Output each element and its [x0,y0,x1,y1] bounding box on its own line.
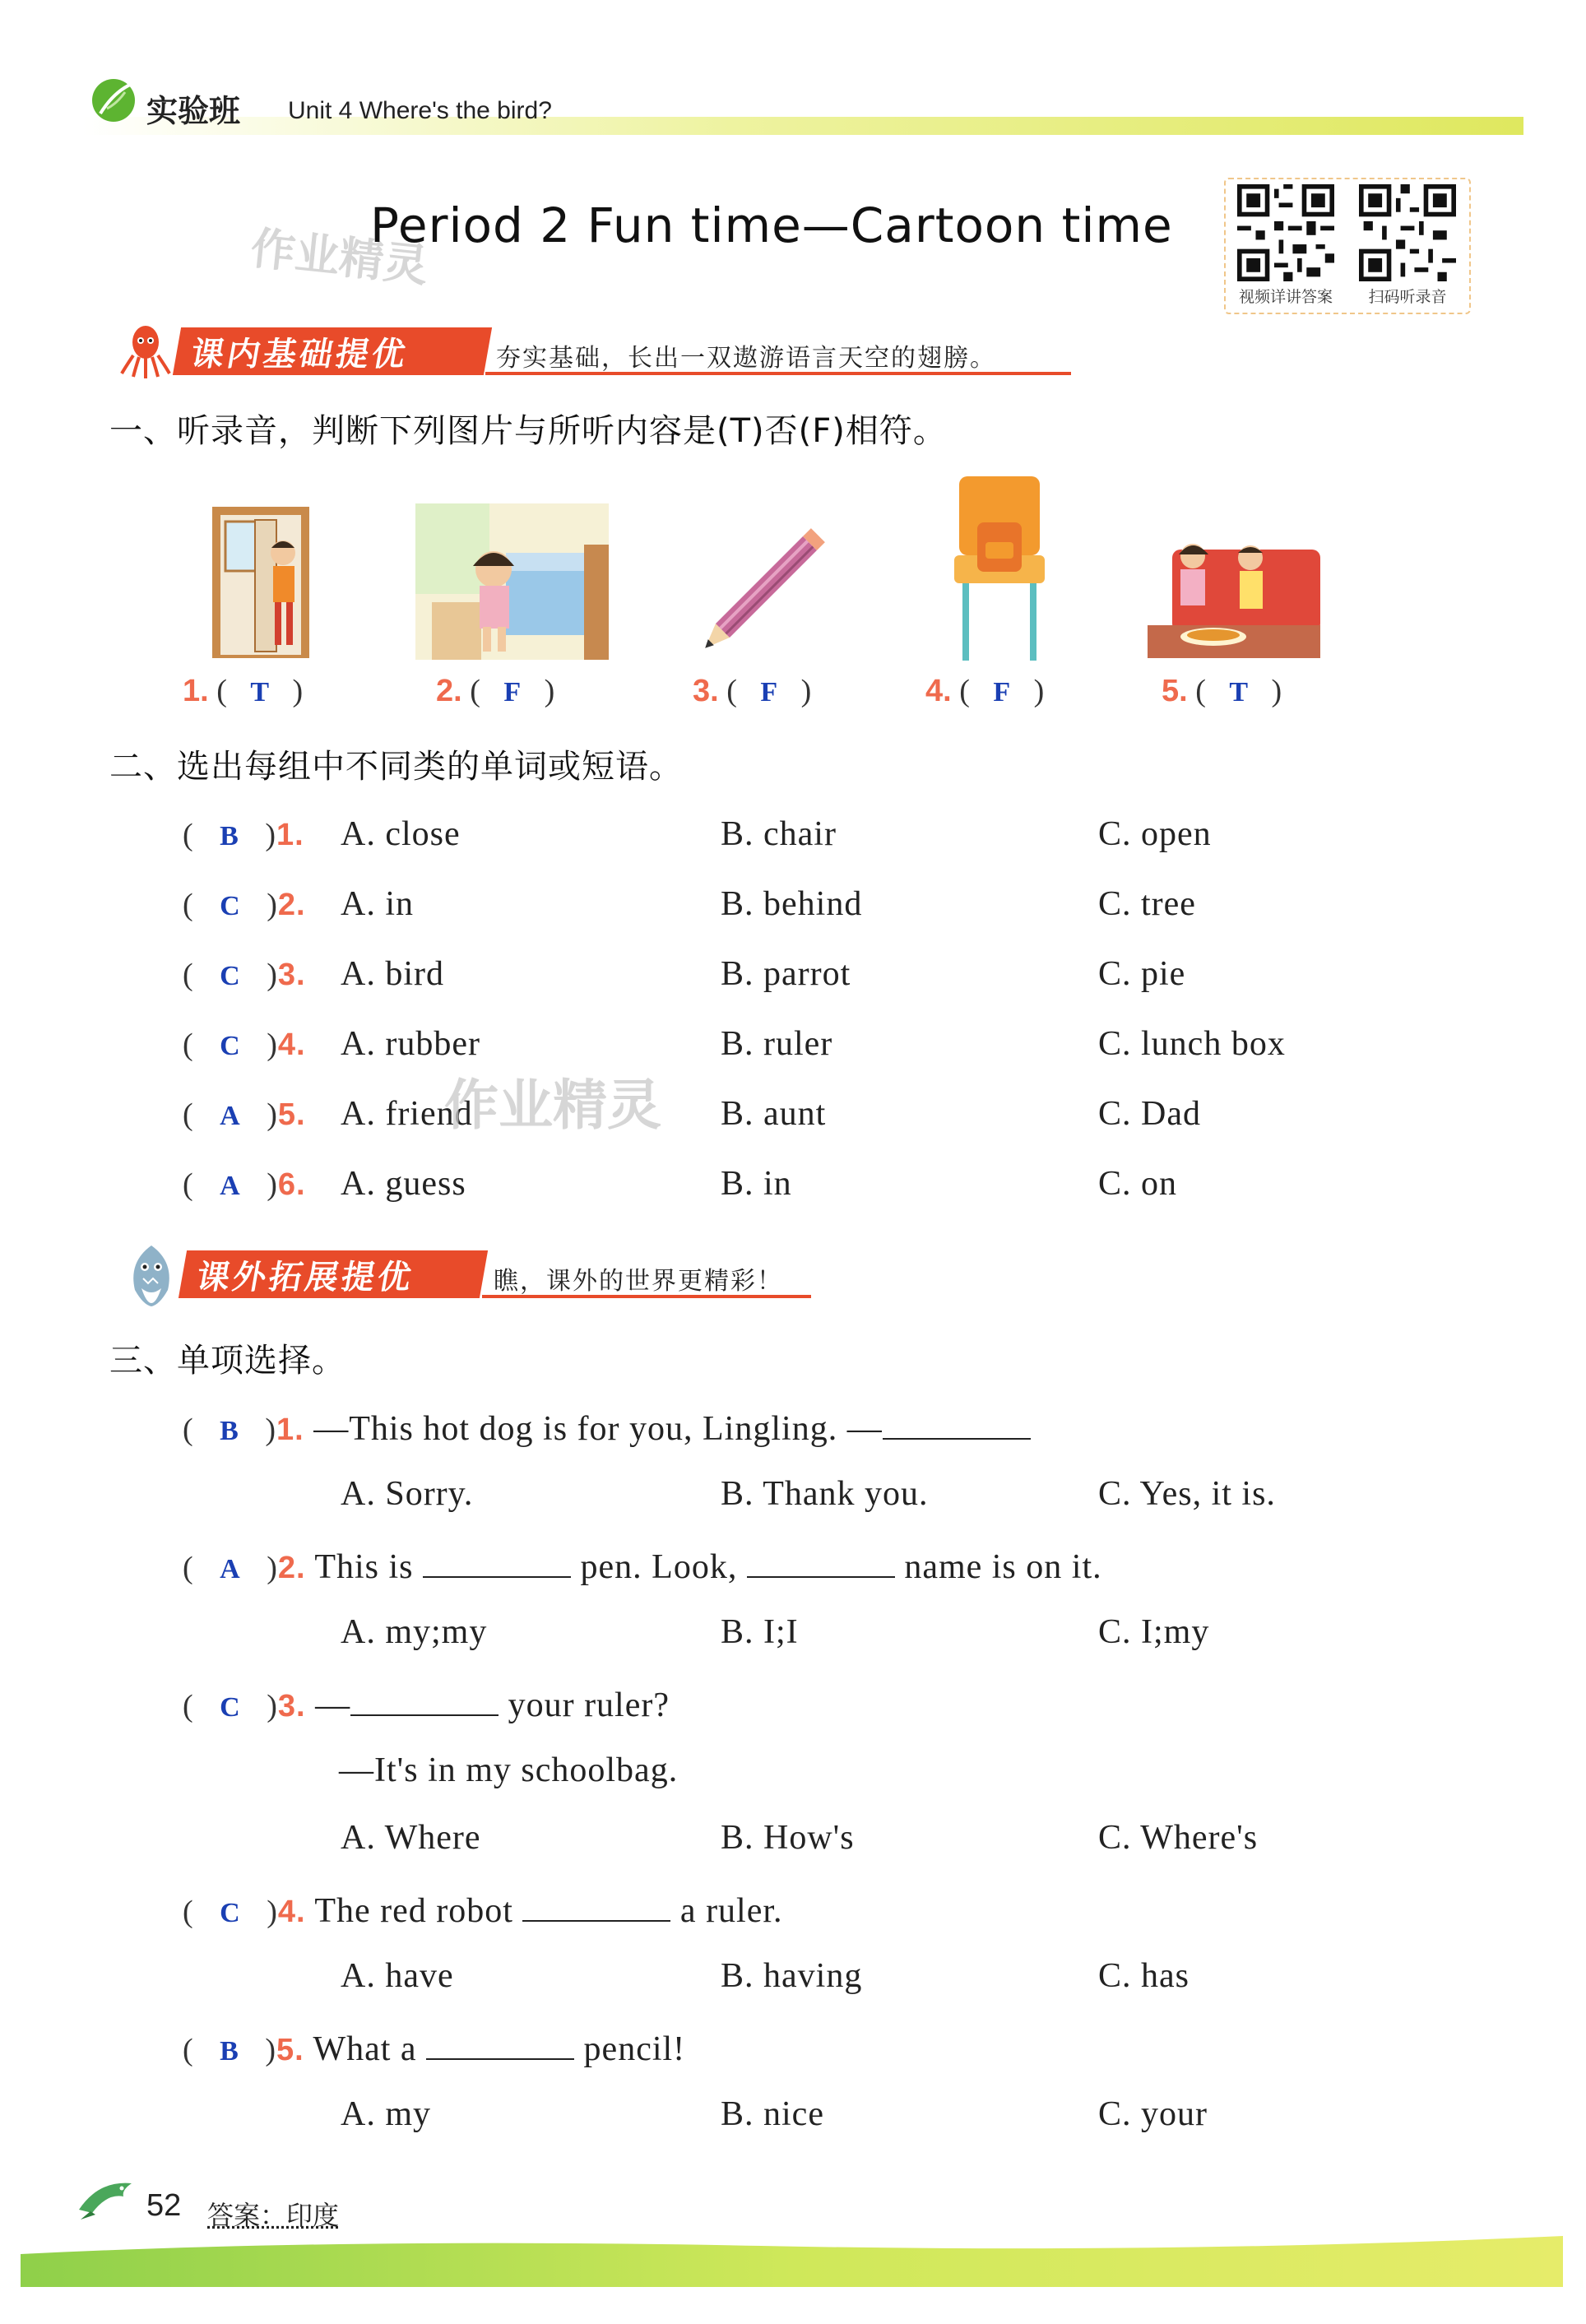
question-1: ( B )1. —This hot dog is for you, Lingling. — [183,1407,1031,1449]
picture-answer-3: 3. ( F ) [693,674,812,708]
answer-value: F [503,677,522,707]
shark-mascot-icon [122,1242,181,1308]
section-subtitle: 夯实基础，长出一双遨游语言天空的翅膀。 [496,344,996,373]
option-c[interactable]: C. Yes, it is. [1098,1475,1276,1513]
option-c[interactable]: C. tree [1098,885,1196,923]
answer-value: A [220,1101,241,1131]
option-b[interactable]: B. aunt [721,1095,827,1133]
question-2: ( A )2. This is pen. Look, name is on it. [183,1545,1102,1587]
answer-blank[interactable] [423,1545,571,1578]
page-number: 52 [146,2188,182,2223]
answer-blank[interactable] [522,1889,670,1922]
question-5: ( B )5. What a pencil! [183,2027,685,2069]
watermark: 作业精灵 [248,221,431,293]
answer-value: T [250,677,270,707]
answer-value: A [220,1171,241,1201]
answer-value: F [760,677,778,707]
picture-children-with-pie [1148,533,1320,658]
classification-row: ( A )6. [183,1167,306,1202]
option-a[interactable]: A. guess [341,1165,466,1203]
option-a[interactable]: A. close [341,815,461,853]
option-c[interactable]: C. I;my [1098,1613,1210,1651]
answer-blank[interactable] [426,2027,574,2060]
option-b[interactable]: B. chair [721,815,837,853]
answer-value: C [220,891,241,921]
option-b[interactable]: B. parrot [721,955,851,993]
answer-blank[interactable] [883,1407,1031,1440]
answer-value: B [220,2036,239,2067]
picture-schoolbag-on-chair [946,473,1053,664]
option-a[interactable]: A. friend [341,1095,473,1133]
answer-value: C [220,1031,241,1061]
option-c[interactable]: C. on [1098,1165,1178,1203]
option-a[interactable]: A. have [341,1957,454,1995]
qr-code-audio-icon[interactable] [1359,184,1456,281]
option-c[interactable]: C. has [1098,1957,1190,1995]
option-b[interactable]: B. in [721,1165,792,1203]
option-b[interactable]: B. Thank you. [721,1475,929,1513]
answer-value: B [220,821,239,851]
section-banner-label: 课外拓展提优 [193,1258,418,1297]
option-b[interactable]: B. nice [721,2095,824,2133]
picture-boy-at-door [207,503,314,660]
dolphin-mascot-icon [74,2172,140,2221]
qr-caption-audio: 扫码听录音 [1368,288,1447,306]
option-b[interactable]: B. having [721,1957,863,1995]
picture-girl-by-bed [415,503,609,660]
option-b[interactable]: B. behind [721,885,863,923]
option-c[interactable]: C. open [1098,815,1212,853]
question-number: 1. [276,818,304,852]
picture-answer-2: 2. ( F ) [436,674,555,708]
answer-value: C [220,1692,241,1723]
option-a[interactable]: A. Sorry. [341,1475,474,1513]
period-title: Period 2 Fun time—Cartoon time [370,197,1173,253]
classification-row: ( B )1. [183,818,304,852]
question-number: 5. [277,1097,306,1132]
leaf-logo-icon [89,76,141,125]
answer-blank[interactable] [350,1683,499,1716]
question-4: ( C )4. The red robot a ruler. [183,1889,783,1931]
classification-row: ( C )2. [183,888,306,922]
picture-pencil [687,503,851,664]
squid-mascot-icon [117,322,174,380]
answer-value: T [1229,677,1249,707]
watermark: 作业精灵 [444,1074,661,1137]
option-c[interactable]: C. your [1098,2095,1208,2133]
option-b[interactable]: B. How's [721,1819,855,1857]
option-c[interactable]: C. Where's [1098,1819,1259,1857]
section-heading: 二、选出每组中不同类的单词或短语。 [109,748,683,786]
unit-title: Unit 4 Where's the bird? [288,97,552,124]
picture-answer-5: 5. ( T ) [1162,674,1282,708]
qr-caption-video: 视频详讲答案 [1238,288,1333,306]
answer-blank[interactable] [747,1545,895,1578]
question-number: 3. [277,958,306,992]
section-banner-label: 课内基础提优 [188,335,412,373]
option-b[interactable]: B. I;I [721,1613,799,1651]
footer-bar [21,2229,1563,2287]
option-b[interactable]: B. ruler [721,1025,833,1063]
question-reply: —It's in my schoolbag. [339,1751,679,1789]
classification-row: ( C )4. [183,1027,306,1062]
question-number: 6. [277,1167,306,1202]
section-banner-basic [173,327,492,375]
option-c[interactable]: C. pie [1098,955,1186,993]
answer-value: C [220,961,241,991]
answer-note: 答案：印度 [207,2200,340,2231]
answer-value: C [220,1898,241,1928]
picture-answer-1: 1. ( T ) [183,674,304,708]
option-a[interactable]: A. in [341,885,414,923]
option-a[interactable]: A. rubber [341,1025,480,1063]
option-a[interactable]: A. Where [341,1819,481,1857]
answer-value: F [993,677,1011,707]
series-name: 实验班 [146,93,241,129]
qr-code-video-icon[interactable] [1237,184,1334,281]
option-a[interactable]: A. bird [341,955,444,993]
qr-code-panel [1224,178,1471,314]
answer-value: B [220,1416,239,1446]
option-a[interactable]: A. my;my [341,1613,488,1651]
question-stem: —This hot dog is for you, Lingling. — [313,1410,883,1448]
question-number: 4. [277,1027,306,1062]
option-c[interactable]: C. lunch box [1098,1025,1286,1063]
answer-value: A [220,1554,241,1584]
option-c[interactable]: C. Dad [1098,1095,1201,1133]
classification-row: ( C )3. [183,958,306,992]
section-banner-extended [179,1250,488,1298]
question-3: ( C )3. — your ruler? [183,1683,670,1725]
picture-answer-4: 4. ( F ) [925,674,1045,708]
section-subtitle: 瞧，课外的世界更精彩！ [494,1267,783,1296]
section-heading: 三、单项选择。 [109,1342,345,1380]
option-a[interactable]: A. my [341,2095,431,2133]
section-heading: 一、听录音，判断下列图片与所听内容是(T)否(F)相符。 [109,412,947,450]
classification-row: ( A )5. [183,1097,306,1132]
question-number: 2. [277,888,306,922]
